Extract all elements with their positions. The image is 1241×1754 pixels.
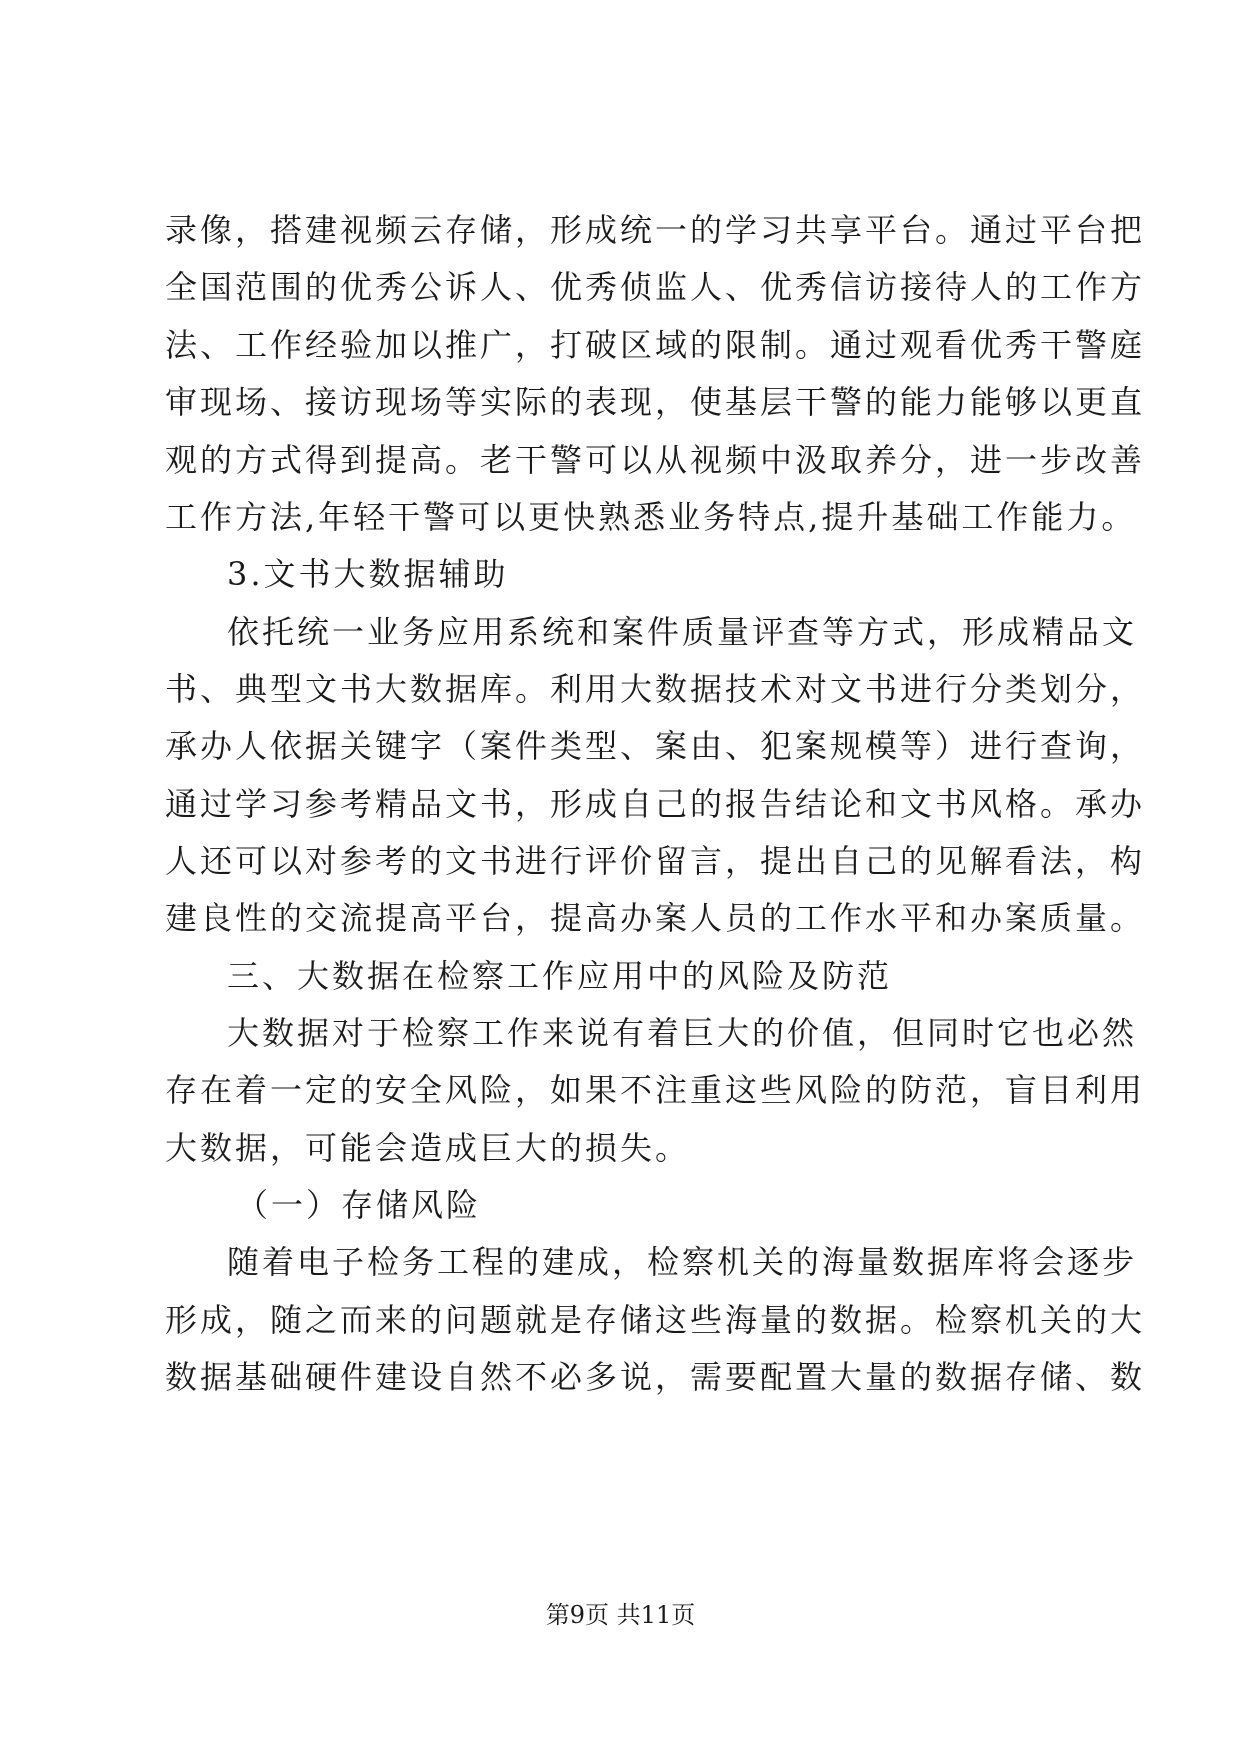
text-line: 大数据，可能会造成巨大的损失。	[165, 1129, 691, 1167]
text-line: 存在着一定的安全风险，如果不注重这些风险的防范，盲目利用	[165, 1071, 1146, 1109]
text-line: 录像，搭建视频云存储，形成统一的学习共享平台。通过平台把	[165, 211, 1146, 249]
section-heading: 三、大数据在检察工作应用中的风险及防范	[227, 957, 893, 995]
subsection-heading: （一）存储风险	[236, 1186, 482, 1224]
text-line: 建良性的交流提高平台，提高办案人员的工作水平和办案质量。	[165, 899, 1146, 937]
text-line: 全国范围的优秀公诉人、优秀侦监人、优秀信访接待人的工作方	[165, 268, 1146, 306]
text-line: 通过学习参考精品文书，形成自己的报告结论和文书风格。承办	[165, 785, 1146, 823]
text-line: 审现场、接访现场等实际的表现，使基层干警的能力能够以更直	[165, 383, 1146, 421]
section-heading: 3.文书大数据辅助	[227, 555, 509, 593]
text-line: 依托统一业务应用系统和案件质量评查等方式，形成精品文	[227, 613, 1138, 651]
text-line: 大数据对于检察工作来说有着巨大的价值，但同时它也必然	[227, 1014, 1138, 1052]
text-line: 数据基础硬件建设自然不必多说，需要配置大量的数据存储、数	[165, 1358, 1146, 1396]
text-line: 形成，随之而来的问题就是存储这些海量的数据。检察机关的大	[165, 1301, 1146, 1339]
text-line: 书、典型文书大数据库。利用大数据技术对文书进行分类划分，	[165, 670, 1146, 708]
text-line: 随着电子检务工程的建成，检察机关的海量数据库将会逐步	[227, 1243, 1138, 1281]
text-line: 观的方式得到提高。老干警可以从视频中汲取养分，进一步改善	[165, 441, 1146, 479]
text-line: 人还可以对参考的文书进行评价留言，提出自己的见解看法，构	[165, 842, 1146, 880]
page-number-footer: 第9页 共11页	[545, 1601, 696, 1629]
text-line: 工作方法,年轻干警可以更快熟悉业务特点,提升基础工作能力。	[165, 498, 1137, 536]
text-line: 法、工作经验加以推广，打破区域的限制。通过观看优秀干警庭	[165, 326, 1146, 364]
text-line: 承办人依据关键字（案件类型、案由、犯案规模等）进行查询，	[165, 727, 1146, 765]
